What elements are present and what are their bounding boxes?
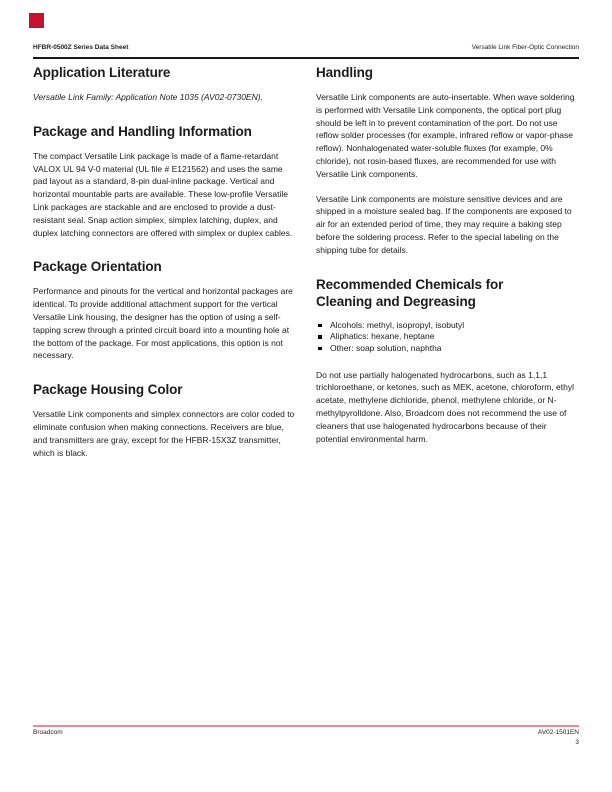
paragraph: Performance and pinouts for the vertical and horizontal packages are identical. To provide additional attachment support for the vertical Versatile Link housing, the designer has the option of using a self-tapping screw through a printed circuit board into a mounting hole at the bottom of the package. For most applications, this option is not necessary. — [33, 286, 293, 361]
section-recommended-chemicals — [316, 276, 579, 446]
section-heading: Recommended Chemicals for Cleaning and Degreasing — [316, 276, 504, 309]
page-header — [33, 44, 579, 52]
section-heading: Handling — [316, 65, 373, 80]
section-application-literature — [33, 64, 296, 104]
left-column — [33, 64, 296, 471]
section-heading: Package Housing Color — [33, 382, 183, 398]
paragraph: Versatile Link Family: Application Note 1035 (AV02-0730EN). — [33, 92, 263, 102]
footer-right-block — [538, 729, 579, 747]
header-document-subtitle: Versatile Link Fiber-Optic Connection — [471, 44, 579, 51]
bullet-item — [316, 320, 579, 332]
red-marker-square-icon — [29, 13, 44, 28]
square-bullet-icon — [318, 324, 322, 328]
paragraph: The compact Versatile Link package is made of a flame-retardant VALOX UL 94 V-0 material (UL file # E121562) and uses the same pad layout as a standard, 8-pin dual-inline package. Vertical and horizontal mountable parts are available. These low-profile Versatile Link packages are stackable and are enclosed to provide a dust-resistant seal. Snap action simplex, simplex latching, duplex, and duplex latching connectors are offered with simplex or duplex cables. — [33, 150, 293, 238]
section-package-housing-color — [33, 381, 296, 459]
header-rule — [33, 57, 579, 59]
bullet-item-label: Other: soap solution, naphtha — [330, 342, 442, 353]
section-heading: Application Literature — [33, 65, 171, 80]
bullet-item-label: Alcohols: methyl, isopropyl, isobutyl — [330, 319, 465, 330]
section-package-and-handling-information — [33, 123, 296, 240]
bullet-item-label: Aliphatics: hexane, heptane — [330, 331, 435, 342]
square-bullet-icon — [318, 335, 322, 339]
bullet-item — [316, 343, 579, 355]
right-column — [316, 64, 579, 471]
paragraph: Versatile Link components are auto-insertable. When wave soldering is performed with Versatile Link components, the optical port plug should be left in to prevent contamination of the port. Do not use reflow solder processes (for example, infrared reflow or vapor-phase reflow). Nonhalogenated water-soluble fluxes (for example, 0% chloride), not rosin-based fluxes, are recommended for use with Versatile Link components. — [316, 92, 575, 179]
bullet-list — [316, 320, 579, 355]
section-heading: Package Orientation — [33, 259, 162, 275]
footer-doc-number: AV02-1501EN — [537, 729, 579, 736]
footer-page-number: 3 — [575, 739, 579, 746]
page-content — [33, 64, 579, 471]
section-handling — [316, 64, 579, 257]
paragraph: Versatile Link components are moisture sensitive devices and are shipped in a moisture sealed bag. If the components are exposed to air for an extended period of time, they may require a baking step before the soldering process. Refer to the special labeling on the shipping tube for details. — [316, 193, 572, 255]
bullet-item — [316, 331, 579, 343]
footer-rule — [33, 725, 579, 727]
paragraph: Versatile Link components and simplex connectors are color coded to eliminate confusion when making connections. Receivers are blue, and transmitters are gray, except for the HFBR-15X3Z transmitter, which is black. — [33, 409, 295, 458]
paragraph: Do not use partially halogenated hydrocarbons, such as 1,1,1 trichloroethane, or ketones, such as MEK, acetone, chloroform, ethyl acetate, methylene dichloride, phenol, methylene chloride, or N-methylpyrolldone. Also, Broadcom does not recommend the use of cleaners that use halogenated hydrocarbons because of their potential environmental harm. — [316, 369, 574, 444]
section-package-orientation — [33, 258, 296, 362]
section-heading: Package and Handling Information — [33, 123, 252, 139]
square-bullet-icon — [318, 347, 322, 351]
footer-company-name: Broadcom — [33, 729, 63, 736]
header-document-title: HFBR-0500Z Series Data Sheet — [33, 44, 129, 51]
page-footer — [33, 729, 579, 747]
